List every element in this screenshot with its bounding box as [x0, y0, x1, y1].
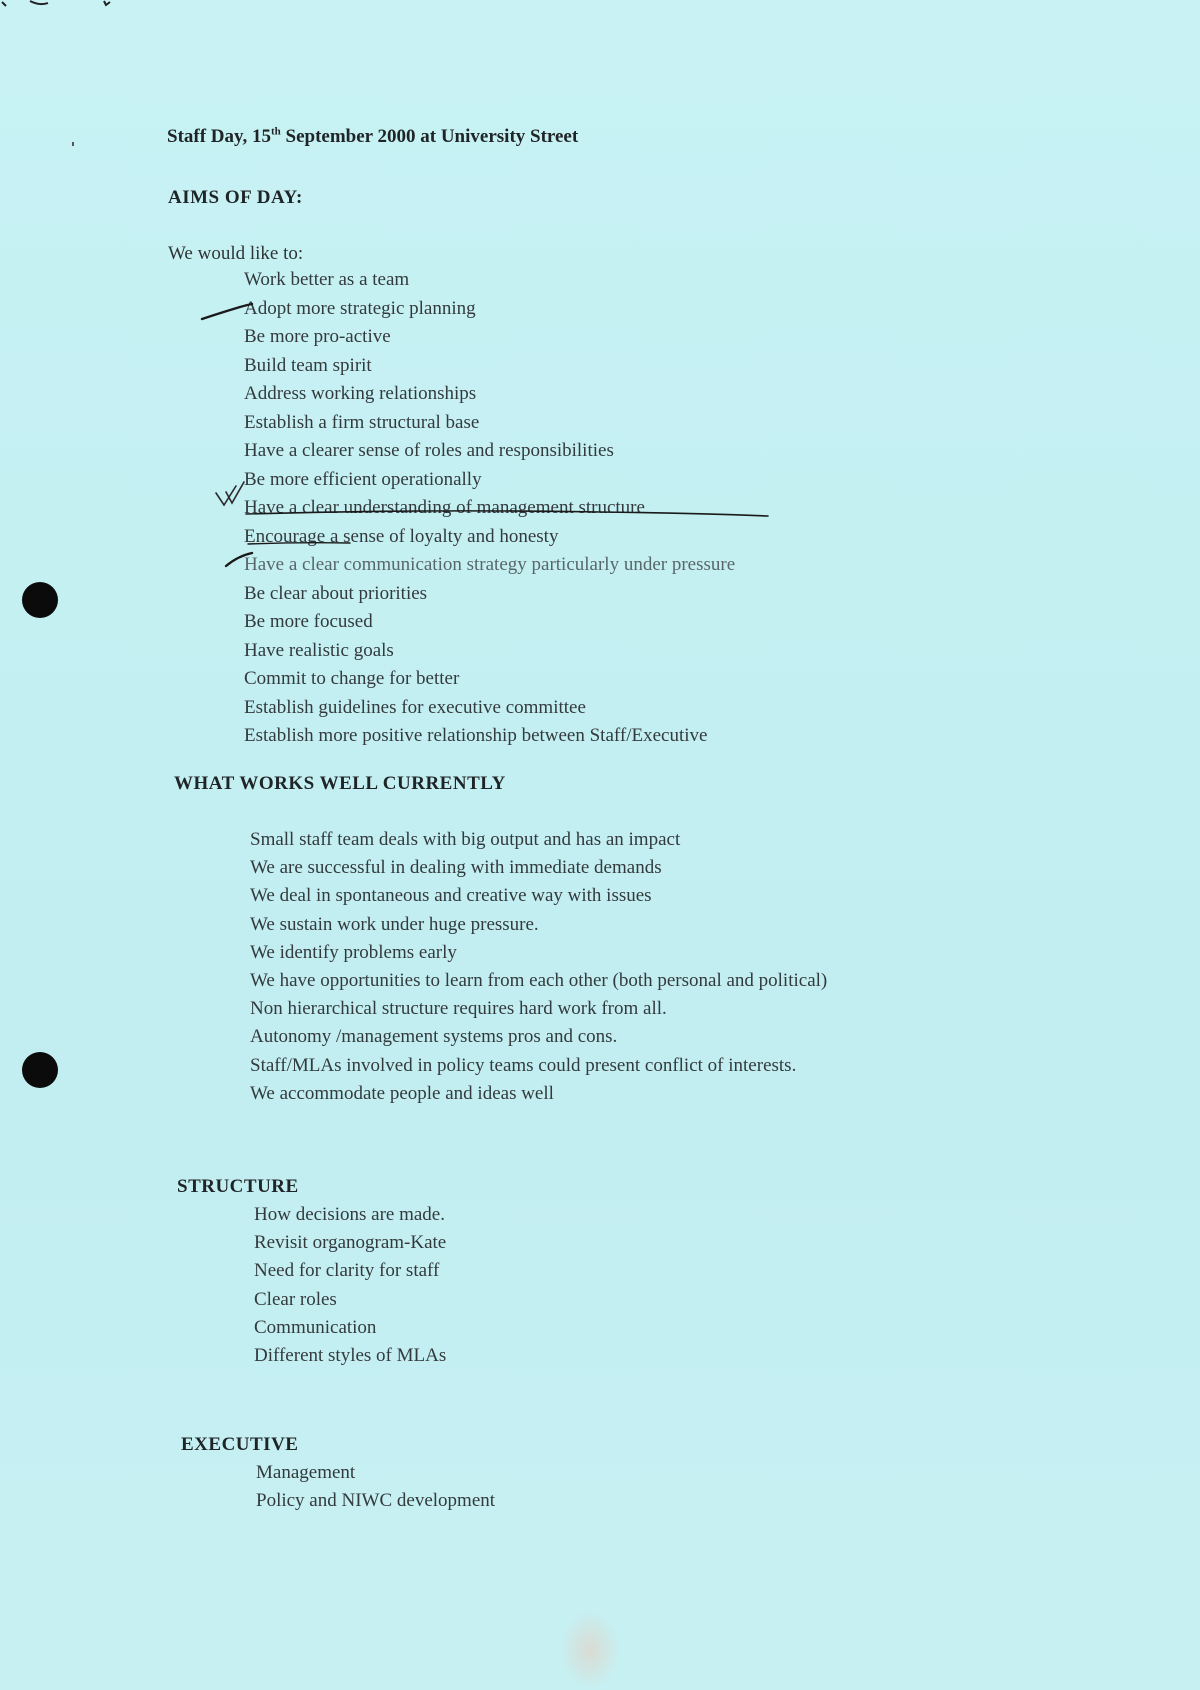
title-text: Staff Day, 15: [167, 126, 271, 147]
list-item: Have a clear communication strategy particularly under pressure: [244, 554, 736, 575]
list-item: Non hierarchical structure requires hard work from all.: [250, 998, 667, 1020]
list-item: Autonomy /management systems pros and cons.: [250, 1026, 618, 1048]
list-item: Policy and NIWC development: [256, 1490, 496, 1512]
list-item: Commit to change for better: [244, 668, 460, 689]
list-item: Work better as a team: [244, 269, 410, 290]
aims-list: [244, 266, 735, 751]
list-item: Encourage a sense of loyalty and honesty: [244, 525, 559, 547]
list-item: We identify problems early: [250, 941, 457, 963]
document-title: [167, 126, 578, 148]
list-item: Clear roles: [254, 1288, 337, 1310]
list-item: Establish a firm structural base: [244, 411, 480, 433]
list-item: We are successful in dealing with immediate demands: [250, 857, 662, 879]
list-item: Have a clear understanding of management structure: [244, 497, 645, 518]
list-item: We deal in spontaneous and creative way with issues: [250, 885, 652, 907]
list-item: Be more efficient operationally: [244, 468, 482, 490]
list-item: Different styles of MLAs: [254, 1344, 447, 1366]
list-item: Revisit organogram-Kate: [254, 1232, 447, 1254]
punch-hole-bottom: [22, 1052, 58, 1088]
pen-tick-understanding: [216, 482, 244, 505]
list-item: Address working relationships: [244, 383, 477, 404]
list-item: Management: [256, 1462, 356, 1483]
punch-hole-top: [22, 582, 58, 618]
list-item: Need for clarity for staff: [254, 1260, 440, 1282]
title-ordinal: th: [270, 125, 281, 138]
works-well-list: [250, 826, 827, 1108]
executive-heading: EXECUTIVE: [181, 1434, 299, 1455]
list-item: We accommodate people and ideas well: [250, 1082, 554, 1104]
works-well-heading: WHAT WORKS WELL CURRENTLY: [174, 773, 506, 794]
list-item: Staff/MLAs involved in policy teams could present conflict of interests.: [250, 1054, 797, 1076]
list-item: Be more focused: [244, 611, 373, 632]
paper-stain: [560, 1610, 620, 1690]
list-item: We have opportunities to learn from each other (both personal and political): [250, 969, 828, 991]
structure-list: [254, 1201, 446, 1370]
corner-scribble: [0, 0, 130, 10]
title-text-rest: September 2000 at University Street: [280, 126, 579, 147]
list-item: We sustain work under huge pressure.: [250, 913, 539, 935]
margin-mark: [72, 142, 74, 146]
executive-list: [256, 1459, 495, 1515]
list-item: Small staff team deals with big output and has an impact: [250, 829, 681, 850]
aims-intro: We would like to:: [168, 243, 304, 264]
structure-heading: STRUCTURE: [177, 1176, 299, 1197]
list-item: Have a clearer sense of roles and responsibilities: [244, 440, 614, 461]
list-item: Adopt more strategic planning: [244, 297, 476, 319]
list-item: Build team spirit: [244, 354, 372, 376]
list-item: Be more pro-active: [244, 326, 391, 347]
list-item: How decisions are made.: [254, 1204, 445, 1225]
list-item: Establish more positive relationship between Staff/Executive: [244, 725, 708, 746]
list-item: Communication: [254, 1316, 377, 1338]
list-item: Establish guidelines for executive committee: [244, 696, 586, 718]
list-item: Be clear about priorities: [244, 582, 428, 604]
aims-heading: AIMS OF DAY:: [168, 187, 303, 208]
list-item: Have realistic goals: [244, 639, 394, 661]
